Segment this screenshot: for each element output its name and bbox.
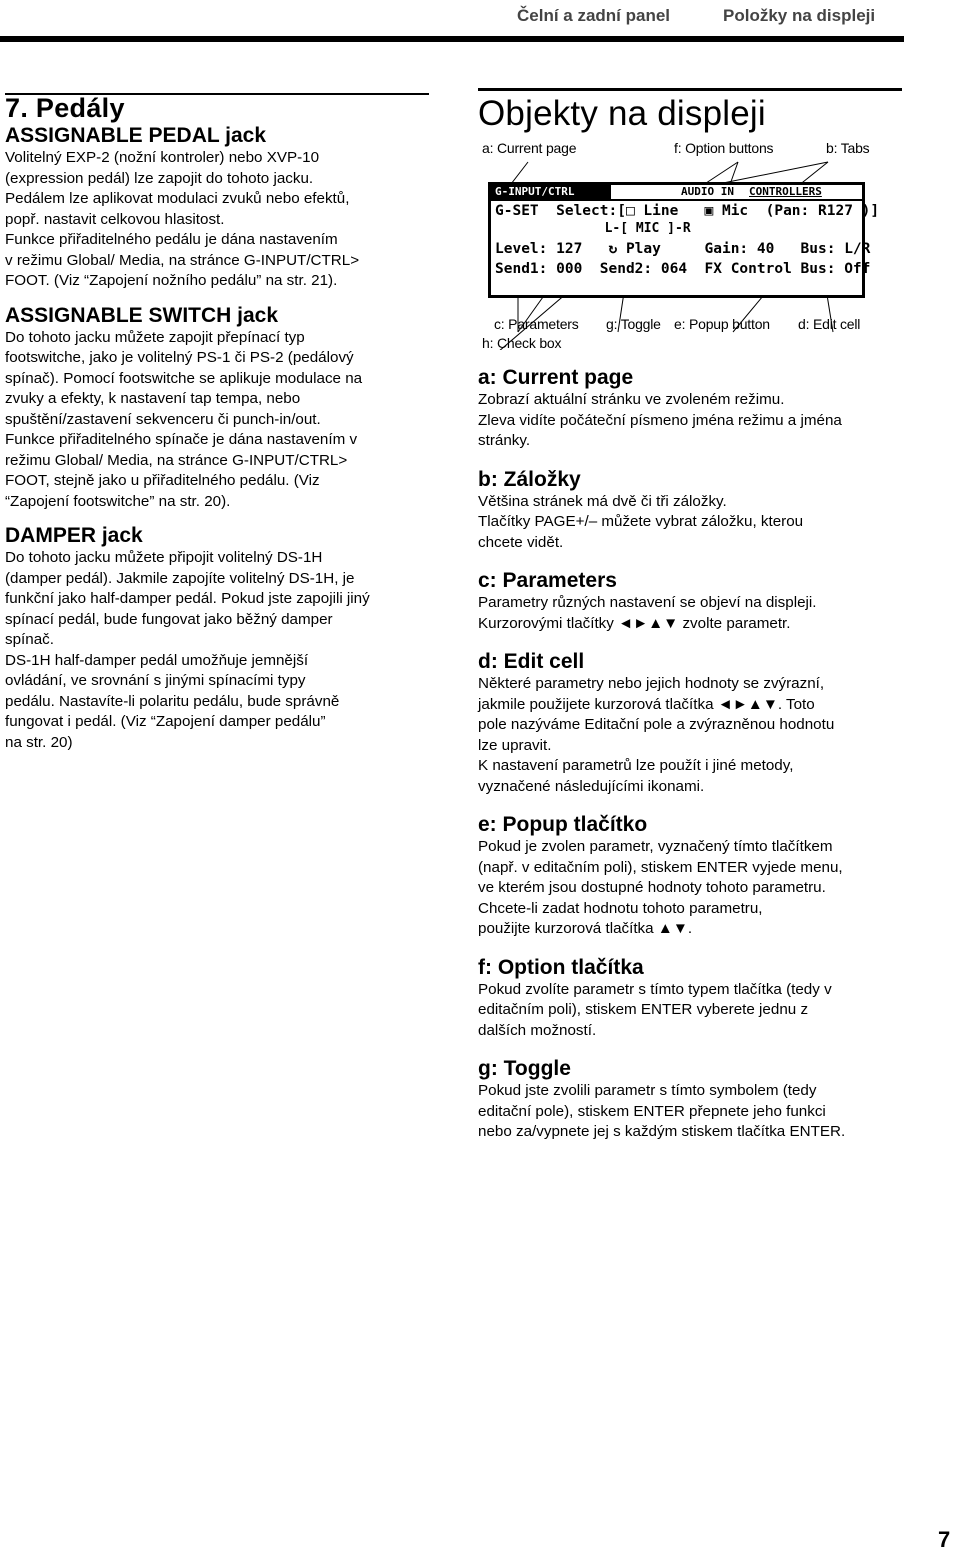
text-line: spínač). Pomocí footswitche se aplikuje modulace na [5, 369, 363, 387]
text-line: “Zapojení footswitche” na str. 20). [5, 492, 231, 510]
item-heading-option-buttons: f: Option tlačítka [478, 955, 644, 979]
item-heading-toggle: g: Toggle [478, 1057, 571, 1080]
lcd-row-select: G-SET Select:[□ Line ▣ Mic (Pan: R127 )] [495, 203, 880, 219]
item-body-toggle [478, 1081, 904, 1143]
text-line: fungovat i pedál. (Viz “Zapojení damper pedálu” [5, 713, 326, 730]
text-line: spínač. [5, 631, 54, 648]
section-heading-assignable-pedal: ASSIGNABLE PEDAL jack [5, 124, 267, 147]
text-line: Pokud zvolíte parametr s tímto typem tlačítka (tedy v [478, 980, 832, 998]
text-line: ve kterém jsou dostupné hodnoty tohoto parametru. [478, 879, 826, 896]
text-line: pedálu. Nastavíte-li polaritu pedálu, bude správně [5, 692, 340, 710]
text-line: Většina stránek má dvě či tři záložky. [478, 492, 727, 510]
text-line: lze upravit. [478, 736, 552, 754]
item-heading-current-page: a: Current page [478, 366, 634, 389]
text-line: Chcete-li zadat hodnotu tohoto parametru, [478, 899, 763, 917]
item-body-popup-button [478, 837, 904, 940]
text-line: popř. nastavit celkovou hlasitost. [5, 210, 225, 228]
lcd-tab-bar [491, 185, 862, 201]
lcd-tab-audio-in: AUDIO IN [681, 185, 734, 198]
text-line: použijte kurzorová tlačítka ▲▼. [478, 920, 693, 937]
chapter-heading: 7. Pedály [5, 93, 125, 123]
text-line: na str. 20) [5, 733, 73, 751]
text-line: spínací pedál, bude fungovat jako běžný damper [5, 610, 333, 628]
item-body-option-buttons [478, 980, 904, 1042]
section-body-assignable-pedal [5, 148, 429, 292]
label-toggle: g: Toggle [606, 316, 661, 332]
lcd-tab-controllers: CONTROLLERS [749, 185, 822, 198]
text-line: DS-1H half-damper pedál umožňuje jemnější [5, 651, 309, 669]
section-heading-assignable-switch: ASSIGNABLE SWITCH jack [5, 303, 279, 327]
left-column [5, 88, 429, 753]
page-number: 7 [938, 1527, 951, 1552]
item-body-edit-cell [478, 674, 904, 797]
lcd-tab-current-page: G-INPUT/CTRL [491, 185, 611, 199]
text-line: Funkce přiřaditelného pedálu je dána nastavením [5, 231, 338, 248]
text-line: jakmile použijete kurzorová tlačítka ◄►▲▼. Toto [478, 695, 815, 713]
text-line: footswitche, jako je volitelný PS-1 či PS-2 (pedálový [5, 349, 354, 366]
page-header [0, 0, 960, 46]
item-body-tabs [478, 492, 904, 554]
text-line: Volitelný EXP-2 (nožní kontroler) nebo XVP-10 [5, 149, 320, 166]
text-line: Zleva vidíte počáteční písmeno jména režimu a jména [478, 411, 842, 429]
lcd-row-level: Level: 127 ↻ Play Gain: 40 Bus: L/R [495, 241, 871, 257]
text-line: chcete vidět. [478, 533, 564, 551]
text-line: editační pole), stiskem ENTER přepnete jeho funkci [478, 1102, 826, 1120]
text-line: Do tohoto jacku můžete zapojit přepínací typ [5, 328, 305, 346]
lcd-row-send: Send1: 000 Send2: 064 FX Control Bus: Off [495, 261, 871, 277]
text-line: FOOT. (Viz “Zapojení nožního pedálu” na str. 21). [5, 272, 338, 289]
display-objects-heading: Objekty na displeji [478, 94, 766, 133]
text-line: zvuky a efekty, k nastavení tap tempa, nebo [5, 390, 301, 407]
text-line: nebo za/vypnete jej s každým stiskem tlačítka ENTER. [478, 1123, 846, 1140]
label-parameters: c: Parameters [494, 316, 579, 332]
item-body-parameters [478, 593, 904, 634]
text-line: Funkce přiřaditelného spínače je dána nastavením v [5, 431, 358, 448]
text-line: Pokud jste zvolili parametr s tímto symbolem (tedy [478, 1082, 817, 1099]
item-body-current-page [478, 390, 904, 452]
text-line: režimu Global/ Media, na stránce G-INPUT/CTRL> [5, 451, 348, 469]
section-body-damper [5, 548, 429, 753]
text-line: vyznačené následujícími ikonami. [478, 777, 705, 795]
label-popup-button: e: Popup button [674, 316, 770, 332]
label-tabs: b: Tabs [826, 140, 870, 156]
item-heading-popup-button: e: Popup tlačítko [478, 813, 648, 836]
text-line: Parametry různých nastavení se objeví na displeji. [478, 594, 817, 611]
text-line: funkční jako half-damper pedál. Pokud jste zapojili jiný [5, 590, 370, 607]
item-heading-edit-cell: d: Edit cell [478, 650, 585, 673]
lcd-screen [488, 182, 880, 298]
label-check-box: h: Check box [482, 335, 562, 351]
text-line: (expression pedál) lze zapojit do tohoto jacku. [5, 169, 314, 187]
text-line: Zobrazí aktuální stránku ve zvoleném režimu. [478, 391, 785, 408]
lcd-row-mic: L-[ MIC ]-R [495, 221, 691, 236]
label-option-buttons: f: Option buttons [674, 140, 774, 156]
section-body-assignable-switch [5, 328, 429, 513]
text-line: ovládání, ve srovnání s jinými spínacími typy [5, 672, 306, 689]
right-column [478, 86, 904, 1143]
text-line: (damper pedál). Jakmile zapojíte volitelný DS-1H, je [5, 569, 355, 587]
text-line: Pokud je zvolen parametr, vyznačený tímto tlačítkem [478, 838, 833, 855]
text-line: K nastavení parametrů lze použít i jiné metody, [478, 757, 794, 774]
text-line: Do tohoto jacku můžete připojit volitelný DS-1H [5, 549, 323, 566]
label-current-page: a: Current page [482, 140, 577, 156]
item-heading-tabs: b: Záložky [478, 467, 581, 491]
text-line: pole nazýváme Editační pole a zvýrazněnou hodnotu [478, 716, 835, 733]
text-line: Kurzorovými tlačítky ◄►▲▼ zvolte parametr. [478, 614, 791, 632]
header-rule [0, 36, 904, 42]
text-line: (např. v editačním poli), stiskem ENTER vyjede menu, [478, 858, 843, 876]
label-edit-cell: d: Edit cell [798, 316, 861, 332]
text-line: FOOT, stejně jako u přiřaditelného pedálu. (Viz [5, 472, 320, 489]
text-line: editačním poli), stiskem ENTER vyberete jednu z [478, 1001, 809, 1018]
section-heading-damper: DAMPER jack [5, 524, 143, 547]
header-page-title: Položky na displeji [723, 6, 876, 25]
text-line: Některé parametry nebo jejich hodnoty se zvýrazní, [478, 675, 825, 692]
text-line: Pedálem lze aplikovat modulaci zvuků nebo efektů, [5, 190, 350, 207]
item-heading-parameters: c: Parameters [478, 569, 617, 592]
text-line: Tlačítky PAGE+/– můžete vybrat záložku, kterou [478, 513, 804, 530]
text-line: dalších možností. [478, 1021, 597, 1039]
display-diagram [478, 140, 904, 350]
text-line: stránky. [478, 432, 531, 449]
text-line: spuštění/zastavení sekvenceru či punch-in/out. [5, 410, 321, 428]
text-line: v režimu Global/ Media, na stránce G-INPUT/CTRL> [5, 251, 360, 269]
header-section-title: Čelní a zadní panel [517, 6, 671, 25]
